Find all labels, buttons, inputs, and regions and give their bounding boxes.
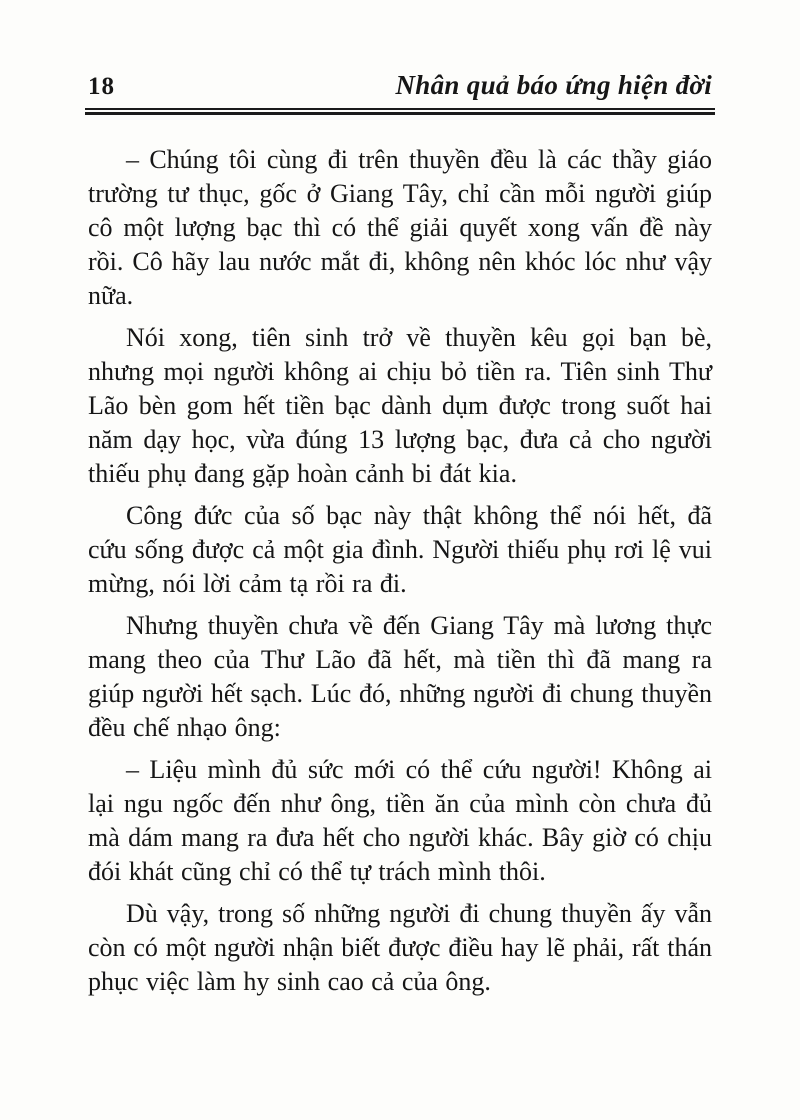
running-title: Nhân quả báo ứng hiện đời xyxy=(395,70,712,100)
paragraph: Công đức của số bạc này thật không thể nói hết, đã cứu sống được cả một gia đình. Người thiếu phụ rơi lệ vui mừng, nói lời cảm tạ rồi ra đi. xyxy=(88,501,712,598)
page-number: 18 xyxy=(88,73,115,100)
page-content xyxy=(88,143,712,999)
paragraph: Nói xong, tiên sinh trở về thuyền kêu gọi bạn bè, nhưng mọi người không ai chịu bỏ tiền ra. Tiên sinh Thư Lão bèn gom hết tiền bạc dành dụm được trong suốt hai năm dạy học, vừa đúng 13 lượng bạc, đưa cả cho người thiếu phụ đang gặp hoàn cảnh bi đát kia. xyxy=(88,323,712,488)
header-rule xyxy=(85,108,715,115)
page-header xyxy=(88,70,712,101)
paragraph: – Liệu mình đủ sức mới có thể cứu người! Không ai lại ngu ngốc đến như ông, tiền ăn của mình còn chưa đủ mà dám mang ra đưa hết cho người khác. Bây giờ có chịu đói khát cũng chỉ có thể tự trách mình thôi. xyxy=(88,755,712,886)
paragraph: – Chúng tôi cùng đi trên thuyền đều là các thầy giáo trường tư thục, gốc ở Giang Tây, chỉ cần mỗi người giúp cô một lượng bạc thì có thể giải quyết xong vấn đề này rồi. Cô hãy lau nước mắt đi, không nên khóc lóc như vậy nữa. xyxy=(88,145,712,310)
paragraph: Dù vậy, trong số những người đi chung thuyền ấy vẫn còn có một người nhận biết được điều hay lẽ phải, rất thán phục việc làm hy sinh cao cả của ông. xyxy=(88,899,712,996)
paragraph: Nhưng thuyền chưa về đến Giang Tây mà lương thực mang theo của Thư Lão đã hết, mà tiền thì đã mang ra giúp người hết sạch. Lúc đó, những người đi chung thuyền đều chế nhạo ông: xyxy=(88,611,712,742)
